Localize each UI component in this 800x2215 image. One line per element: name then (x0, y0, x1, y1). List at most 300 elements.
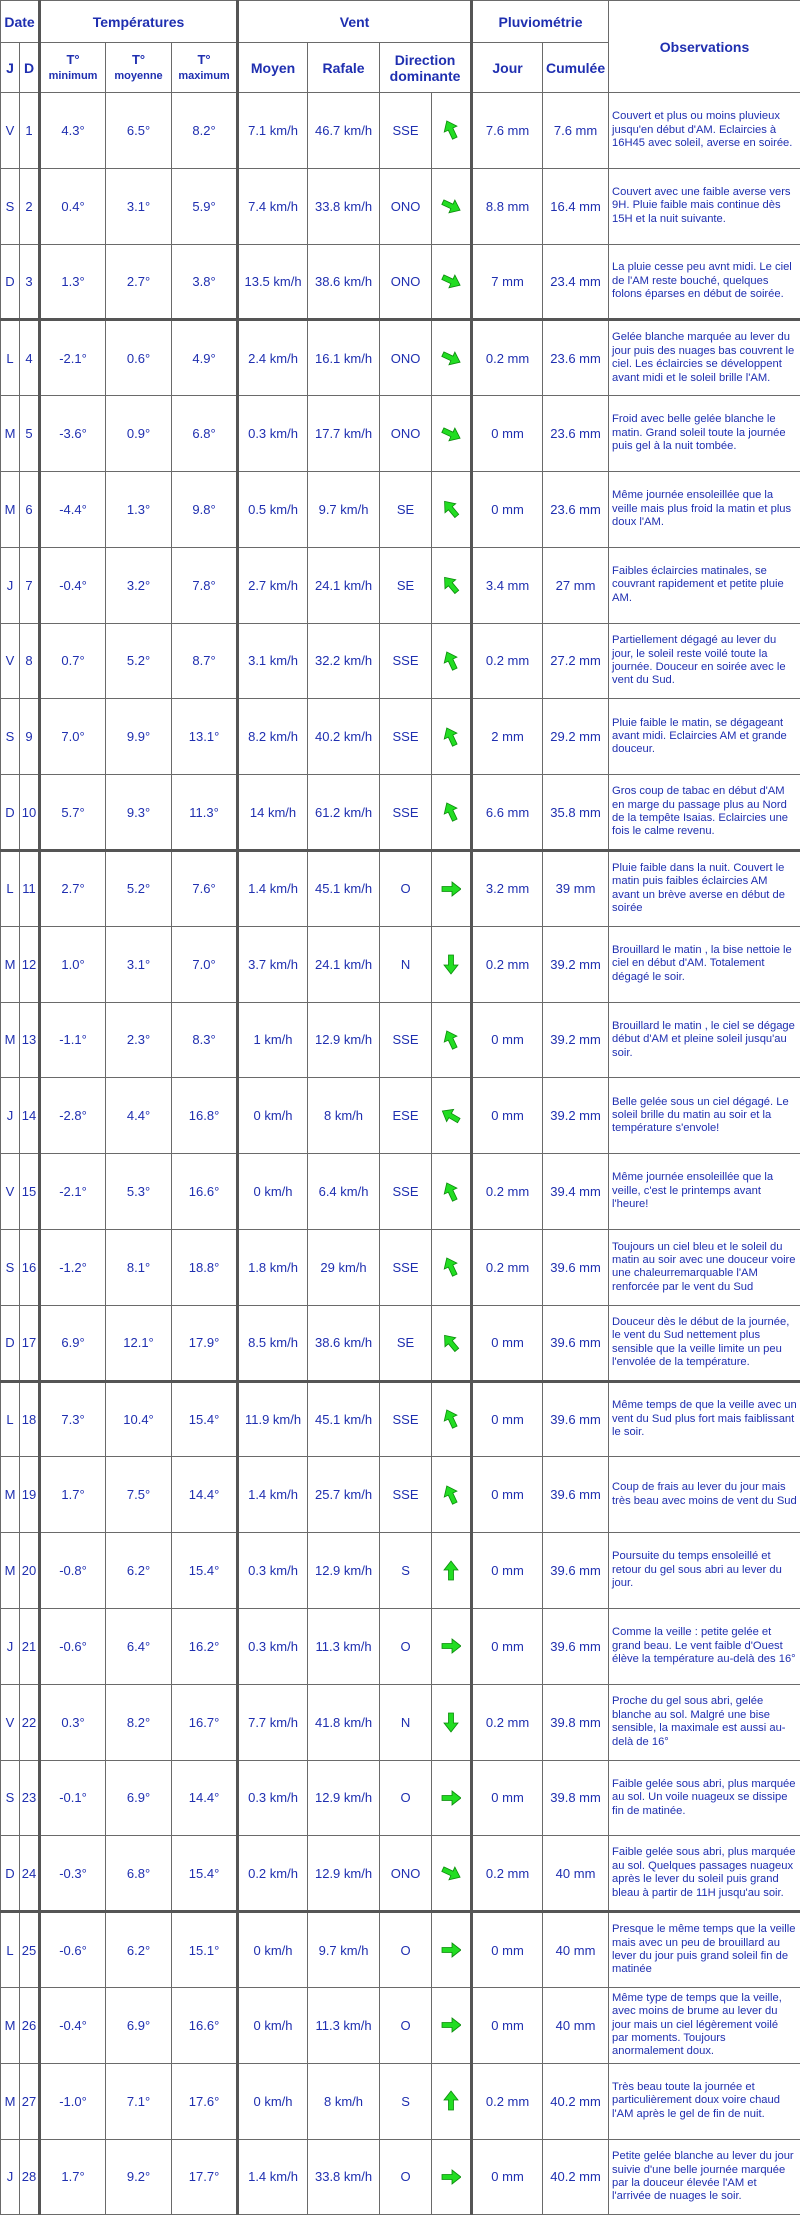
rain-cumulative: 39.2 mm (543, 926, 609, 1002)
rain-cumulative: 23.4 mm (543, 244, 609, 320)
rain-cumulative: 35.8 mm (543, 775, 609, 851)
day-letter: M (1, 1533, 20, 1609)
day-letter: L (1, 850, 20, 926)
temp-avg: 3.1° (106, 168, 172, 244)
rain-cumulative: 16.4 mm (543, 168, 609, 244)
day-number: 20 (20, 1533, 40, 1609)
observation-text: Faibles éclaircies matinales, se couvrant rapidement et petite pluie AM. (609, 547, 800, 623)
wind-direction: ESE (380, 1078, 432, 1154)
table-row (1, 1305, 800, 1381)
wind-direction: N (380, 926, 432, 1002)
temp-max: 4.9° (172, 320, 238, 396)
day-number: 23 (20, 1760, 40, 1836)
rain-day: 0 mm (472, 1078, 543, 1154)
wind-arrow-icon (432, 1912, 472, 1988)
temp-max: 15.4° (172, 1381, 238, 1457)
wind-arrow-icon (432, 1457, 472, 1533)
wind-gust: 12.9 km/h (308, 1002, 380, 1078)
wind-gust: 29 km/h (308, 1229, 380, 1305)
rain-cumulative: 39 mm (543, 850, 609, 926)
rain-cumulative: 39.2 mm (543, 1078, 609, 1154)
observation-text: Brouillard le matin , la bise nettoie le ciel en début d'AM. Totalement dégagé le soir. (609, 926, 800, 1002)
temp-min: -1.1° (40, 1002, 106, 1078)
wind-direction: SSE (380, 93, 432, 169)
rain-cumulative: 39.8 mm (543, 1684, 609, 1760)
day-letter: D (1, 1305, 20, 1381)
day-letter: M (1, 396, 20, 472)
day-letter: J (1, 547, 20, 623)
wind-avg: 0 km/h (238, 1912, 308, 1988)
day-letter: M (1, 471, 20, 547)
wind-direction: O (380, 1608, 432, 1684)
temp-max: 8.3° (172, 1002, 238, 1078)
wind-gust: 24.1 km/h (308, 547, 380, 623)
wind-avg: 8.2 km/h (238, 699, 308, 775)
temp-min: 2.7° (40, 850, 106, 926)
wind-direction: SSE (380, 1457, 432, 1533)
rain-day: 0.2 mm (472, 623, 543, 699)
day-number: 11 (20, 850, 40, 926)
day-letter: J (1, 1608, 20, 1684)
wind-avg: 0.5 km/h (238, 471, 308, 547)
wind-gust: 61.2 km/h (308, 775, 380, 851)
wind-arrow-icon (432, 1305, 472, 1381)
rain-day: 0 mm (472, 1002, 543, 1078)
rain-cumulative: 23.6 mm (543, 396, 609, 472)
wind-direction: ONO (380, 396, 432, 472)
day-number: 12 (20, 926, 40, 1002)
wind-arrow-icon (432, 1760, 472, 1836)
temp-avg: 7.1° (106, 2063, 172, 2139)
wind-gust: 41.8 km/h (308, 1684, 380, 1760)
temp-min: 1.0° (40, 926, 106, 1002)
temp-avg: 9.9° (106, 699, 172, 775)
wind-avg: 1.4 km/h (238, 2139, 308, 2215)
observation-text: Toujours un ciel bleu et le soleil du matin au soir avec une douceur voire une chaleurremarquable l'AM renforcée par le vent du Sud (609, 1229, 800, 1305)
wind-gust: 12.9 km/h (308, 1836, 380, 1912)
wind-direction: O (380, 1760, 432, 1836)
observation-text: Comme la veille : petite gelée et grand beau. Le vent faible d'Ouest élève la température au-delà des 16° (609, 1608, 800, 1684)
temp-max: 3.8° (172, 244, 238, 320)
rain-cumulative: 39.8 mm (543, 1760, 609, 1836)
wind-arrow-icon (432, 1836, 472, 1912)
temp-avg: 6.4° (106, 1608, 172, 1684)
temp-avg: 7.5° (106, 1457, 172, 1533)
wind-avg: 0 km/h (238, 1078, 308, 1154)
rain-day: 0 mm (472, 1457, 543, 1533)
day-number: 16 (20, 1229, 40, 1305)
wind-avg: 0.3 km/h (238, 1533, 308, 1609)
rain-day: 0 mm (472, 1608, 543, 1684)
table-row (1, 1987, 800, 2063)
temp-min: -0.4° (40, 547, 106, 623)
temp-min: -3.6° (40, 396, 106, 472)
wind-avg: 14 km/h (238, 775, 308, 851)
day-number: 3 (20, 244, 40, 320)
temp-min: 7.0° (40, 699, 106, 775)
observation-text: Coup de frais au lever du jour mais très beau avec moins de vent du Sud (609, 1457, 800, 1533)
wind-gust: 40.2 km/h (308, 699, 380, 775)
table-row (1, 1381, 800, 1457)
temp-avg: 8.2° (106, 1684, 172, 1760)
wind-direction: SSE (380, 1381, 432, 1457)
wind-gust: 8 km/h (308, 1078, 380, 1154)
wind-avg: 1 km/h (238, 1002, 308, 1078)
wind-avg: 3.7 km/h (238, 926, 308, 1002)
temp-min: 0.3° (40, 1684, 106, 1760)
header-temperatures: Températures (40, 1, 238, 43)
wind-arrow-icon (432, 1078, 472, 1154)
temp-avg: 12.1° (106, 1305, 172, 1381)
table-row (1, 926, 800, 1002)
wind-avg: 0.2 km/h (238, 1836, 308, 1912)
temp-avg: 6.9° (106, 1987, 172, 2063)
temp-min: -0.6° (40, 1608, 106, 1684)
table-row (1, 320, 800, 396)
wind-gust: 9.7 km/h (308, 1912, 380, 1988)
temp-min: -0.1° (40, 1760, 106, 1836)
day-number: 14 (20, 1078, 40, 1154)
table-row (1, 396, 800, 472)
rain-day: 3.4 mm (472, 547, 543, 623)
day-number: 10 (20, 775, 40, 851)
temp-max: 6.8° (172, 396, 238, 472)
wind-gust: 17.7 km/h (308, 396, 380, 472)
temp-min: 1.7° (40, 1457, 106, 1533)
observation-text: Même type de temps que la veille, avec moins de brume au lever du jour mais un ciel légèrement voilé par moments. Toujours anormalement doux. (609, 1987, 800, 2063)
wind-arrow-icon (432, 547, 472, 623)
header-direction: Direction dominante (380, 43, 472, 93)
table-row (1, 1002, 800, 1078)
day-letter: M (1, 1987, 20, 2063)
wind-arrow-icon (432, 1381, 472, 1457)
header-tmoy: T° moyenne (106, 43, 172, 93)
wind-arrow-icon (432, 244, 472, 320)
day-letter: S (1, 1760, 20, 1836)
day-number: 26 (20, 1987, 40, 2063)
table-row (1, 471, 800, 547)
temp-min: 5.7° (40, 775, 106, 851)
wind-arrow-icon (432, 1684, 472, 1760)
temp-avg: 2.7° (106, 244, 172, 320)
table-row (1, 850, 800, 926)
temp-avg: 8.1° (106, 1229, 172, 1305)
temp-avg: 9.2° (106, 2139, 172, 2215)
day-letter: M (1, 1002, 20, 1078)
wind-direction: S (380, 2063, 432, 2139)
temp-avg: 0.6° (106, 320, 172, 396)
observation-text: Froid avec belle gelée blanche le matin. Grand soleil toute la journée puis gel à la nuit tombée. (609, 396, 800, 472)
wind-avg: 0 km/h (238, 1154, 308, 1230)
observation-text: Presque le même temps que la veille mais avec un peu de brouillard au lever du jour puis grand soleil fin de matinée (609, 1912, 800, 1988)
rain-cumulative: 40.2 mm (543, 2139, 609, 2215)
day-number: 17 (20, 1305, 40, 1381)
rain-day: 0 mm (472, 1305, 543, 1381)
day-letter: D (1, 775, 20, 851)
observation-text: Même temps de que la veille avec un vent du Sud plus fort mais faiblissant le soir. (609, 1381, 800, 1457)
wind-arrow-icon (432, 2063, 472, 2139)
wind-direction: SSE (380, 1154, 432, 1230)
day-number: 6 (20, 471, 40, 547)
rain-cumulative: 23.6 mm (543, 471, 609, 547)
day-number: 21 (20, 1608, 40, 1684)
temp-avg: 5.3° (106, 1154, 172, 1230)
header-jour: Jour (472, 43, 543, 93)
temp-max: 15.4° (172, 1836, 238, 1912)
day-number: 7 (20, 547, 40, 623)
temp-max: 14.4° (172, 1760, 238, 1836)
wind-gust: 33.8 km/h (308, 168, 380, 244)
wind-arrow-icon (432, 699, 472, 775)
rain-cumulative: 39.6 mm (543, 1305, 609, 1381)
temp-max: 16.8° (172, 1078, 238, 1154)
observation-text: Belle gelée sous un ciel dégagé. Le soleil brille du matin au soir et la température s'envole! (609, 1078, 800, 1154)
temp-avg: 6.2° (106, 1912, 172, 1988)
table-row (1, 775, 800, 851)
day-number: 8 (20, 623, 40, 699)
wind-gust: 38.6 km/h (308, 244, 380, 320)
temp-max: 17.6° (172, 2063, 238, 2139)
wind-avg: 1.8 km/h (238, 1229, 308, 1305)
day-number: 13 (20, 1002, 40, 1078)
rain-cumulative: 39.6 mm (543, 1229, 609, 1305)
day-letter: S (1, 699, 20, 775)
temp-min: 1.3° (40, 244, 106, 320)
day-number: 28 (20, 2139, 40, 2215)
wind-arrow-icon (432, 623, 472, 699)
rain-cumulative: 39.2 mm (543, 1002, 609, 1078)
temp-max: 13.1° (172, 699, 238, 775)
wind-arrow-icon (432, 1987, 472, 2063)
day-letter: D (1, 1836, 20, 1912)
rain-cumulative: 40.2 mm (543, 2063, 609, 2139)
header-tmin: T° minimum (40, 43, 106, 93)
wind-gust: 11.3 km/h (308, 1608, 380, 1684)
day-letter: J (1, 2139, 20, 2215)
table-body (1, 93, 800, 2215)
wind-avg: 7.1 km/h (238, 93, 308, 169)
temp-max: 11.3° (172, 775, 238, 851)
day-letter: S (1, 168, 20, 244)
table-row (1, 1078, 800, 1154)
table-row (1, 1684, 800, 1760)
temp-avg: 5.2° (106, 623, 172, 699)
table-row (1, 1229, 800, 1305)
temp-avg: 6.8° (106, 1836, 172, 1912)
rain-day: 0 mm (472, 1381, 543, 1457)
wind-gust: 12.9 km/h (308, 1533, 380, 1609)
temp-max: 14.4° (172, 1457, 238, 1533)
header-vent: Vent (238, 1, 472, 43)
header-d: D (20, 43, 40, 93)
table-row (1, 1912, 800, 1988)
rain-day: 8.8 mm (472, 168, 543, 244)
header-tmax: T° maximum (172, 43, 238, 93)
rain-day: 0 mm (472, 2139, 543, 2215)
observation-text: Gros coup de tabac en début d'AM en marge du passage plus au Nord de la tempête Isaias. Eclaircies une fois le calme revenu. (609, 775, 800, 851)
temp-avg: 3.1° (106, 926, 172, 1002)
rain-day: 7.6 mm (472, 93, 543, 169)
wind-gust: 9.7 km/h (308, 471, 380, 547)
table-row (1, 2063, 800, 2139)
day-number: 4 (20, 320, 40, 396)
temp-min: -0.6° (40, 1912, 106, 1988)
temp-avg: 1.3° (106, 471, 172, 547)
table-row (1, 623, 800, 699)
wind-gust: 12.9 km/h (308, 1760, 380, 1836)
temp-max: 7.0° (172, 926, 238, 1002)
temp-max: 8.2° (172, 93, 238, 169)
rain-cumulative: 29.2 mm (543, 699, 609, 775)
rain-cumulative: 40 mm (543, 1987, 609, 2063)
temp-avg: 6.9° (106, 1760, 172, 1836)
day-letter: M (1, 2063, 20, 2139)
rain-day: 0.2 mm (472, 1836, 543, 1912)
observation-text: Brouillard le matin , le ciel se dégage début d'AM et pleine soleil jusqu'au soir. (609, 1002, 800, 1078)
day-letter: V (1, 93, 20, 169)
wind-avg: 2.4 km/h (238, 320, 308, 396)
day-number: 18 (20, 1381, 40, 1457)
day-number: 5 (20, 396, 40, 472)
day-letter: L (1, 320, 20, 396)
wind-avg: 7.4 km/h (238, 168, 308, 244)
wind-arrow-icon (432, 396, 472, 472)
wind-direction: N (380, 1684, 432, 1760)
day-number: 22 (20, 1684, 40, 1760)
rain-cumulative: 7.6 mm (543, 93, 609, 169)
wind-arrow-icon (432, 1002, 472, 1078)
rain-day: 6.6 mm (472, 775, 543, 851)
wind-avg: 7.7 km/h (238, 1684, 308, 1760)
rain-day: 0 mm (472, 1760, 543, 1836)
day-number: 27 (20, 2063, 40, 2139)
rain-cumulative: 39.6 mm (543, 1533, 609, 1609)
rain-cumulative: 39.6 mm (543, 1381, 609, 1457)
temp-avg: 6.5° (106, 93, 172, 169)
rain-cumulative: 23.6 mm (543, 320, 609, 396)
day-letter: L (1, 1381, 20, 1457)
rain-day: 0.2 mm (472, 1154, 543, 1230)
day-letter: L (1, 1912, 20, 1988)
day-letter: V (1, 1684, 20, 1760)
temp-min: 0.4° (40, 168, 106, 244)
wind-arrow-icon (432, 850, 472, 926)
wind-direction: SSE (380, 623, 432, 699)
wind-arrow-icon (432, 1229, 472, 1305)
wind-direction: O (380, 2139, 432, 2215)
rain-day: 0.2 mm (472, 2063, 543, 2139)
temp-max: 17.9° (172, 1305, 238, 1381)
temp-avg: 9.3° (106, 775, 172, 851)
table-row (1, 1154, 800, 1230)
day-number: 9 (20, 699, 40, 775)
observation-text: Gelée blanche marquée au lever du jour puis des nuages bas couvrent le ciel. Les éclaircies se développent avant midi et le soleil brille l'AM. (609, 320, 800, 396)
wind-avg: 8.5 km/h (238, 1305, 308, 1381)
wind-arrow-icon (432, 320, 472, 396)
observation-text: Poursuite du temps ensoleillé et retour du gel sous abri au lever du jour. (609, 1533, 800, 1609)
temp-max: 16.6° (172, 1987, 238, 2063)
temp-max: 17.7° (172, 2139, 238, 2215)
temp-min: 6.9° (40, 1305, 106, 1381)
wind-gust: 33.8 km/h (308, 2139, 380, 2215)
wind-arrow-icon (432, 471, 472, 547)
wind-arrow-icon (432, 93, 472, 169)
temp-min: -2.1° (40, 320, 106, 396)
table-row (1, 2139, 800, 2215)
wind-gust: 11.3 km/h (308, 1987, 380, 2063)
header-observations: Observations (609, 1, 800, 93)
table-row (1, 1457, 800, 1533)
temp-min: 4.3° (40, 93, 106, 169)
rain-day: 7 mm (472, 244, 543, 320)
observation-text: Même journée ensoleillée que la veille mais plus froid la matin et plus doux l'AM. (609, 471, 800, 547)
wind-arrow-icon (432, 775, 472, 851)
temp-min: -2.1° (40, 1154, 106, 1230)
temp-min: 0.7° (40, 623, 106, 699)
temp-min: 7.3° (40, 1381, 106, 1457)
day-letter: D (1, 244, 20, 320)
wind-direction: S (380, 1533, 432, 1609)
table-row (1, 244, 800, 320)
wind-arrow-icon (432, 1608, 472, 1684)
observation-text: Très beau toute la journée et particulièrement doux voire chaud l'AM après le gel de fin de nuit. (609, 2063, 800, 2139)
rain-cumulative: 39.4 mm (543, 1154, 609, 1230)
temp-min: -1.0° (40, 2063, 106, 2139)
observation-text: Pluie faible dans la nuit. Couvert le matin puis faibles éclaircies AM avant un brève averse en début de soirée (609, 850, 800, 926)
rain-day: 0.2 mm (472, 1229, 543, 1305)
temp-avg: 10.4° (106, 1381, 172, 1457)
wind-direction: O (380, 1912, 432, 1988)
wind-arrow-icon (432, 926, 472, 1002)
rain-cumulative: 40 mm (543, 1912, 609, 1988)
day-number: 25 (20, 1912, 40, 1988)
temp-min: -2.8° (40, 1078, 106, 1154)
wind-direction: ONO (380, 320, 432, 396)
temp-avg: 2.3° (106, 1002, 172, 1078)
temp-max: 16.2° (172, 1608, 238, 1684)
wind-direction: SE (380, 1305, 432, 1381)
wind-avg: 11.9 km/h (238, 1381, 308, 1457)
day-number: 1 (20, 93, 40, 169)
day-number: 24 (20, 1836, 40, 1912)
temp-max: 15.4° (172, 1533, 238, 1609)
wind-direction: SSE (380, 699, 432, 775)
day-letter: M (1, 1457, 20, 1533)
wind-avg: 0 km/h (238, 1987, 308, 2063)
wind-gust: 32.2 km/h (308, 623, 380, 699)
observation-text: La pluie cesse peu avnt midi. Le ciel de l'AM reste bouché, quelques folons éparses en début de soirée. (609, 244, 800, 320)
wind-avg: 0.3 km/h (238, 396, 308, 472)
header-rafale: Rafale (308, 43, 380, 93)
temp-min: -4.4° (40, 471, 106, 547)
observation-text: Couvert et plus ou moins pluvieux jusqu'en début d'AM. Eclaircies à 16H45 avec soleil, averse en soirée. (609, 93, 800, 169)
rain-day: 0 mm (472, 396, 543, 472)
rain-day: 0 mm (472, 471, 543, 547)
observation-text: Faible gelée sous abri, plus marquée au sol. Un voile nuageux se dissipe fin de matinée. (609, 1760, 800, 1836)
rain-cumulative: 27 mm (543, 547, 609, 623)
wind-gust: 25.7 km/h (308, 1457, 380, 1533)
wind-direction: ONO (380, 1836, 432, 1912)
day-letter: S (1, 1229, 20, 1305)
temp-max: 9.8° (172, 471, 238, 547)
rain-day: 3.2 mm (472, 850, 543, 926)
day-letter: M (1, 926, 20, 1002)
header-j: J (1, 43, 20, 93)
temp-max: 15.1° (172, 1912, 238, 1988)
wind-avg: 2.7 km/h (238, 547, 308, 623)
wind-direction: ONO (380, 244, 432, 320)
temp-min: -0.4° (40, 1987, 106, 2063)
